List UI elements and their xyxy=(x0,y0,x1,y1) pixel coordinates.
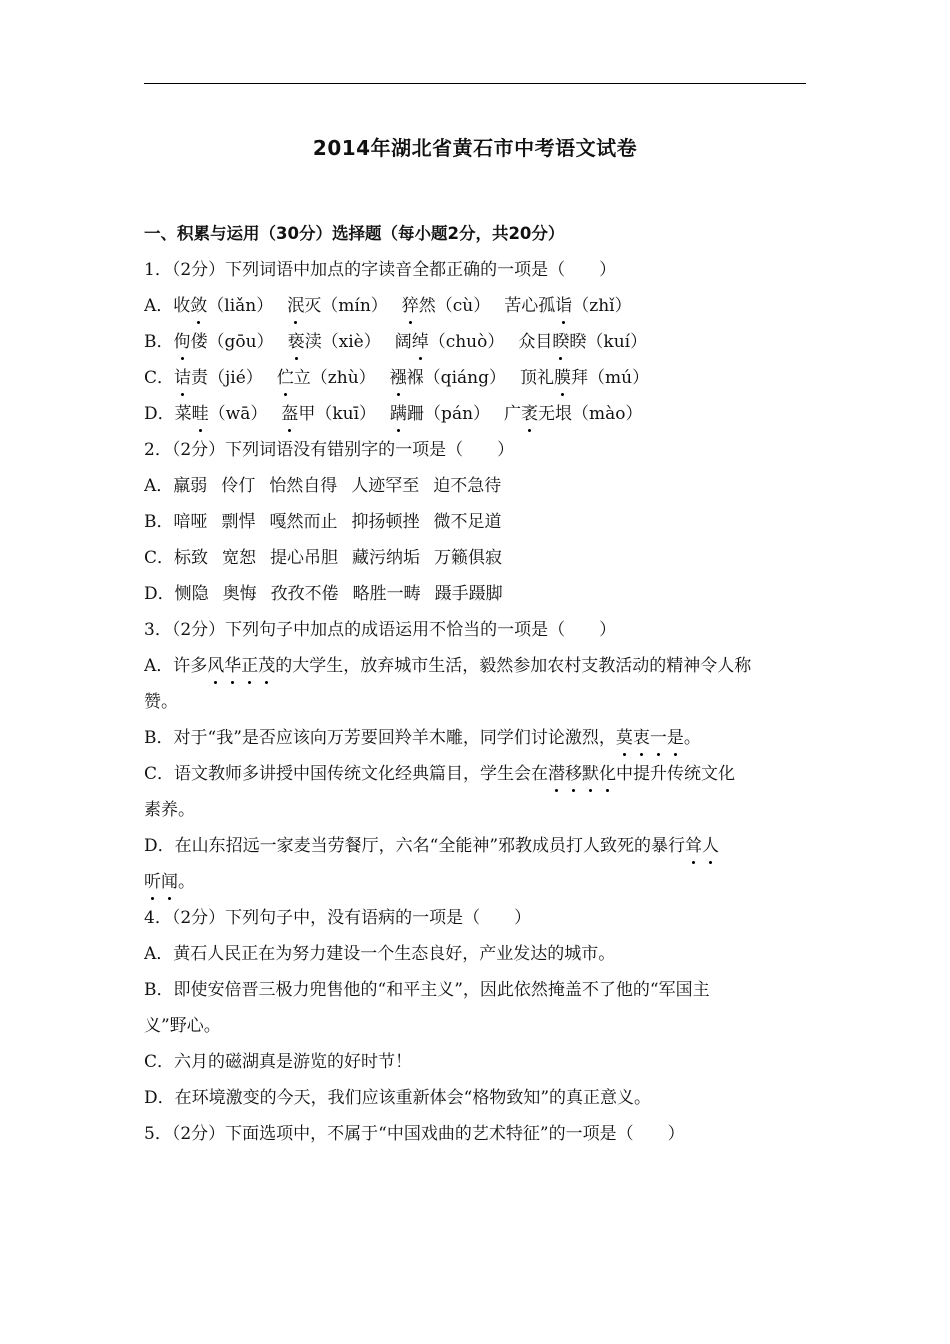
line-text: 5．（2分）下面选项中，不属于“中国戏曲的艺术特征”的一项是（ ） xyxy=(144,1124,685,1144)
exam-body xyxy=(144,221,810,1157)
option-word: 万籁俱寂 xyxy=(434,548,503,568)
emphasis-char: 襁 xyxy=(390,365,407,391)
option-line xyxy=(144,401,810,437)
text-line xyxy=(144,977,810,1013)
line-text: C．语文教师多讲授中国传统文化经典篇目，学生会在潜移默化中提升传统文化 xyxy=(144,761,735,787)
emphasis-char: 畦 xyxy=(192,401,209,427)
line-text: A．许多风华正茂的大学生，放弃城市生活，毅然参加农村支教活动的精神令人称 xyxy=(144,653,751,679)
emphasis-char: 泯 xyxy=(287,293,304,319)
emphasis-char: 敛 xyxy=(190,293,207,319)
emphasis-char: 耸 xyxy=(685,833,702,859)
emphasis-char: 茂 xyxy=(258,653,275,679)
option-word: 收敛（liǎn） xyxy=(173,293,273,319)
emphasis-char: 一 xyxy=(650,725,667,751)
line-text: 义”野心。 xyxy=(144,1016,221,1036)
option-word: 伶仃 xyxy=(221,476,256,496)
question-stem xyxy=(144,1121,810,1157)
option-word: 喑哑 xyxy=(173,512,208,532)
option-word: 伫立（zhù） xyxy=(277,365,376,391)
option-word: 剽悍 xyxy=(221,512,256,532)
emphasis-char: 蹒 xyxy=(390,401,407,427)
text-line xyxy=(144,869,810,905)
option-word: 亵渎（xiè） xyxy=(288,329,381,355)
option-word: 嘎然而止 xyxy=(269,512,338,532)
emphasis-char: 化 xyxy=(599,761,616,787)
text-line xyxy=(144,761,810,797)
option-line xyxy=(144,365,810,401)
line-text: 2．（2分）下列词语没有错别字的一项是（ ） xyxy=(144,440,515,460)
emphasis-char: 膜 xyxy=(554,365,571,391)
line-text: D．在山东招远一家麦当劳餐厅，六名“全能神”邪教成员打人致死的暴行耸人 xyxy=(144,833,719,859)
line-text: 素养。 xyxy=(144,800,195,820)
page-title: 2014年湖北省黄石市中考语文试卷 xyxy=(312,136,638,160)
option-line xyxy=(144,329,810,365)
emphasis-char: 猝 xyxy=(402,293,419,319)
question-stem xyxy=(144,617,810,653)
option-letter: D． xyxy=(144,584,175,604)
line-text: 听闻。 xyxy=(144,869,195,895)
emphasis-char: 是 xyxy=(667,725,684,751)
emphasis-char: 移 xyxy=(565,761,582,787)
option-word: 宽恕 xyxy=(222,548,257,568)
option-word: 苦心孤诣（zhǐ） xyxy=(504,293,631,319)
option-word: 襁褓（qiáng） xyxy=(390,365,506,391)
option-word: 略胜一畴 xyxy=(352,584,421,604)
option-word: 佝偻（gōu） xyxy=(174,329,274,355)
text-line xyxy=(144,1013,810,1049)
line-text: A．黄石人民正在为努力建设一个生态良好，产业发达的城市。 xyxy=(144,944,616,964)
emphasis-char: 盔 xyxy=(281,401,298,427)
text-line xyxy=(144,1085,810,1121)
option-letter: A． xyxy=(144,476,174,496)
emphasis-char: 华 xyxy=(224,653,241,679)
option-word: 提心吊胆 xyxy=(270,548,339,568)
option-letter: D． xyxy=(144,404,175,424)
option-word: 泯灭（mín） xyxy=(287,293,388,319)
emphasis-char: 诘 xyxy=(174,365,191,391)
option-word: 蹒跚（pán） xyxy=(390,401,490,427)
line-text: C．六月的磁湖真是游览的好时节！ xyxy=(144,1052,413,1072)
option-word: 顶礼膜拜（mú） xyxy=(520,365,649,391)
line-text: 4．（2分）下列句子中，没有语病的一项是（ ） xyxy=(144,908,532,928)
emphasis-char: 伫 xyxy=(277,365,294,391)
text-line xyxy=(144,797,810,833)
emphasis-char: 亵 xyxy=(288,329,305,355)
option-letter: B． xyxy=(144,332,174,352)
option-word: 怡然自得 xyxy=(269,476,338,496)
question-lines xyxy=(144,257,810,1157)
option-word: 抑扬顿挫 xyxy=(351,512,420,532)
emphasis-char: 袤 xyxy=(521,401,538,427)
option-word: 恻隐 xyxy=(174,584,209,604)
question-stem xyxy=(144,257,810,293)
option-word: 菜畦（wā） xyxy=(175,401,268,427)
option-word: 蹑手蹑脚 xyxy=(434,584,503,604)
option-word: 人迹罕至 xyxy=(351,476,420,496)
line-text: D．在环境激变的今天，我们应该重新体会“格物致知”的真正意义。 xyxy=(144,1088,652,1108)
option-word: 迫不急待 xyxy=(433,476,502,496)
option-word: 猝然（cù） xyxy=(402,293,490,319)
option-line xyxy=(144,545,810,581)
option-letter: C． xyxy=(144,548,175,568)
text-line xyxy=(144,1049,810,1085)
option-letter: A． xyxy=(144,296,174,316)
emphasis-char: 诣 xyxy=(555,293,572,319)
line-text: B．即使安倍晋三极力兜售他的“和平主义”，因此依然掩盖不了他的“军国主 xyxy=(144,980,710,1000)
question-stem xyxy=(144,905,810,941)
emphasis-char: 莫 xyxy=(616,725,633,751)
line-text: 3．（2分）下列句子中加点的成语运用不恰当的一项是（ ） xyxy=(144,620,617,640)
option-word: 奥悔 xyxy=(222,584,257,604)
emphasis-char: 衷 xyxy=(633,725,650,751)
line-text: 1．（2分）下列词语中加点的字读音全都正确的一项是（ ） xyxy=(144,260,617,280)
line-text: B．对于“我”是否应该向万芳要回羚羊木雕，同学们讨论激烈，莫衷一是。 xyxy=(144,725,701,751)
option-word: 微不足道 xyxy=(433,512,502,532)
option-letter: C． xyxy=(144,368,175,388)
header-rule xyxy=(144,83,806,84)
option-line xyxy=(144,509,810,545)
option-letter: B． xyxy=(144,512,174,532)
option-word: 标致 xyxy=(174,548,209,568)
emphasis-char: 人 xyxy=(702,833,719,859)
text-line xyxy=(144,725,810,761)
question-stem xyxy=(144,437,810,473)
text-line xyxy=(144,833,810,869)
emphasis-char: 睽 xyxy=(552,329,569,355)
option-line xyxy=(144,473,810,509)
option-line xyxy=(144,293,810,329)
option-word: 藏污纳垢 xyxy=(352,548,421,568)
option-word: 盔甲（kuī） xyxy=(281,401,376,427)
emphasis-char: 默 xyxy=(582,761,599,787)
option-word: 广袤无垠（mào） xyxy=(504,401,643,427)
option-word: 诘责（jié） xyxy=(174,365,263,391)
text-line xyxy=(144,653,810,689)
option-word: 众目睽睽（kuí） xyxy=(518,329,647,355)
text-line xyxy=(144,689,810,725)
emphasis-char: 正 xyxy=(241,653,258,679)
emphasis-char: 潜 xyxy=(548,761,565,787)
emphasis-char: 听 xyxy=(144,869,161,895)
option-word: 孜孜不倦 xyxy=(270,584,339,604)
line-text: 赞。 xyxy=(144,692,178,712)
section-heading: 一、积累与运用（30分）选择题（每小题2分，共20分） xyxy=(144,224,565,243)
emphasis-char: 绰 xyxy=(412,329,429,355)
emphasis-char: 闻 xyxy=(161,869,178,895)
emphasis-char: 佝 xyxy=(174,329,191,355)
emphasis-char: 风 xyxy=(207,653,224,679)
text-line xyxy=(144,941,810,977)
option-line xyxy=(144,581,810,617)
option-word: 羸弱 xyxy=(173,476,208,496)
option-word: 阔绰（chuò） xyxy=(395,329,505,355)
